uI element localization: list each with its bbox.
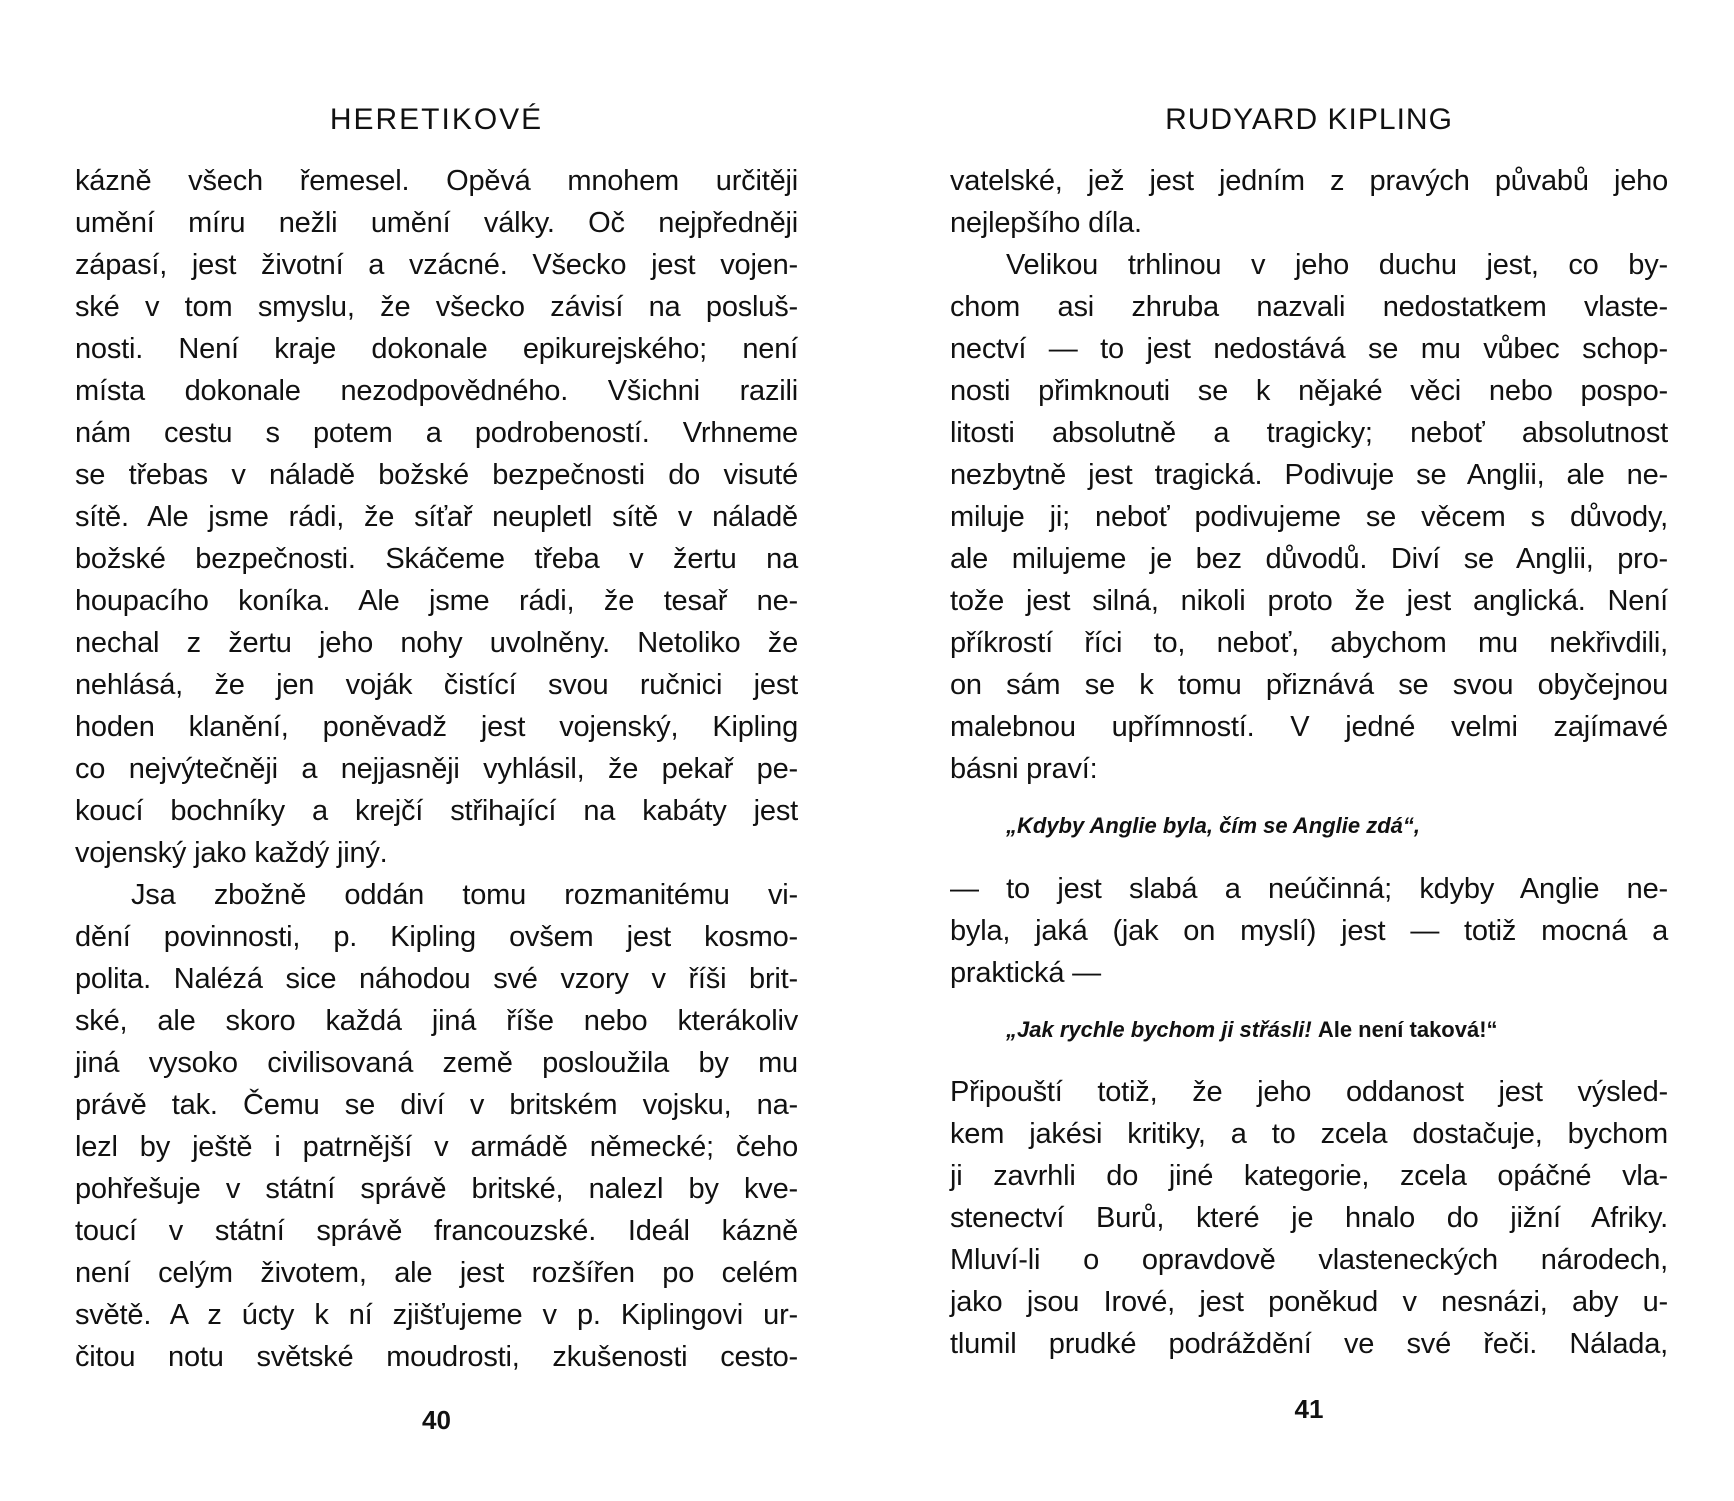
running-head: RUDYARD KIPLING [1165,103,1453,136]
text-line: Mluví-li o opravdově vlasteneckých národech, [950,1244,1668,1276]
text-line: nám cestu s potem a podrobeností. Vrhneme [75,417,798,449]
text-line: Velikou trhlinou v jeho duchu jest, co by- [1006,249,1668,281]
text-line: hoden klanění, poněvadž jest vojenský, Kipling [75,711,798,743]
quote-italic: „Jak rychle bychom ji střásli! [1006,1017,1312,1042]
right-page [950,0,1668,1501]
quote-upright: Ale není taková!“ [1317,1017,1498,1042]
text-line: Připouští totiž, že jeho oddanost jest výsled- [950,1076,1668,1108]
text-line: nectví — to jest nedostává se mu vůbec schop- [950,333,1668,365]
text-line: světě. A z úcty k ní zjišťujeme v p. Kiplingovi ur- [75,1299,798,1331]
paragraph [950,1071,1668,1365]
paragraph [950,868,1668,994]
text-line: není celým životem, ale jest rozšířen po celém [75,1257,798,1289]
text-line: Jsa zbožně oddán tomu rozmanitému vi- [131,879,798,911]
text-line: kázně všech řemesel. Opěvá mnohem určitěji [75,165,798,197]
text-line: vojenský jako každý jiný. [75,837,388,869]
text-line: nechal z žertu jeho nohy uvolněny. Netoliko že [75,627,798,659]
running-head: HERETIKOVÉ [329,103,544,136]
text-line: malebnou upřímností. V jedné velmi zajímavé [950,711,1668,743]
text-line: praktická — [950,957,1101,989]
text-line: zápasí, jest životní a vzácné. Všecko jest vojen- [75,249,798,281]
text-line: tože jest silná, nikoli proto že jest anglická. Není [950,585,1668,617]
text-line: pohřešuje v státní správě britské, nalezl by kve- [75,1173,798,1205]
text-line: houpacího koníka. Ale jsme rádi, že tesař ne- [75,585,798,617]
page-number: 40 [422,1405,451,1435]
text-line: kem jakési kritiky, a to zcela dostačuje, bychom [950,1118,1668,1150]
text-line: nosti přimknouti se k nějaké věci nebo pospo- [950,375,1668,407]
text-line: on sám se k tomu přiznává se svou obyčejnou [950,669,1668,701]
left-page [75,0,798,1501]
text-line: stenectví Burů, které je hnalo do jižní Afriky. [950,1202,1668,1234]
text-line: nehlásá, že jen voják čistící svou ručnici jest [75,669,798,701]
text-line: byla, jaká (jak on myslí) jest — totiž mocná a [950,915,1668,947]
page-number: 41 [1294,1394,1324,1424]
text-line: nejlepšího díla. [950,207,1142,239]
text-line: se třebas v náladě božské bezpečnosti do visuté [75,459,798,491]
text-line: lezl by ještě i patrnější v armádě německé; čeho [75,1131,798,1163]
verse-quote [1006,1010,1498,1050]
text-line: příkrostí říci to, neboť, abychom mu nekřivdili, [950,627,1668,659]
text-line: co nejvýtečněji a nejjasněji vyhlásil, že pekař pe- [75,753,798,785]
text-line: koucí bochníky a krejčí střihající na kabáty jest [75,795,798,827]
paragraph [950,244,1668,790]
text-line: ji zavrhli do jiné kategorie, zcela opáčné vla- [950,1160,1668,1192]
text-line: jiná vysoko civilisovaná země posloužila by mu [75,1047,798,1079]
text-line: čitou notu světské moudrosti, zkušenosti cesto- [75,1341,798,1373]
text-line: toucí v státní správě francouzské. Ideál kázně [75,1215,798,1247]
text-line: — to jest slabá a neúčinná; kdyby Anglie ne- [950,873,1668,905]
text-line: vatelské, jež jest jedním z pravých půvabů jeho [950,165,1668,197]
text-line: tlumil prudké podráždění ve své řeči. Nálada, [950,1328,1668,1360]
text-line: právě tak. Čemu se diví v britském vojsku, na- [75,1089,798,1121]
text-line: miluje ji; neboť podivujeme se věcem s důvody, [950,501,1668,533]
verse-quote: „Kdyby Anglie byla, čím se Anglie zdá“, [1006,813,1421,838]
text-line: ské v tom smyslu, že všecko závisí na posluš- [75,291,798,323]
paragraph [950,160,1668,244]
text-line: umění míru nežli umění války. Oč nejpředněji [75,207,798,239]
body-text [75,160,798,1378]
text-line: nezbytně jest tragická. Podivuje se Anglii, ale ne- [950,459,1668,491]
text-line: litosti absolutně a tragicky; neboť absolutnost [950,417,1668,449]
text-line: místa dokonale nezodpovědného. Všichni razili [75,375,798,407]
text-line: nosti. Není kraje dokonale epikurejského; není [75,333,798,365]
text-line: dění povinnosti, p. Kipling ovšem jest kosmo- [75,921,798,953]
text-line: básni praví: [950,753,1098,785]
text-line: ale milujeme je bez důvodů. Diví se Anglii, pro- [950,543,1668,575]
text-line: jako jsou Irové, jest poněkud v nesnázi, aby u- [950,1286,1668,1318]
text-line: božské bezpečnosti. Skáčeme třeba v žertu na [75,543,798,575]
text-line: polita. Nalézá sice náhodou své vzory v říši brit- [75,963,798,995]
text-line: sítě. Ale jsme rádi, že síťař neupletl sítě v náladě [75,501,798,533]
text-line: ské, ale skoro každá jiná říše nebo kterákoliv [75,1005,798,1037]
text-line: chom asi zhruba nazvali nedostatkem vlaste- [950,291,1668,323]
